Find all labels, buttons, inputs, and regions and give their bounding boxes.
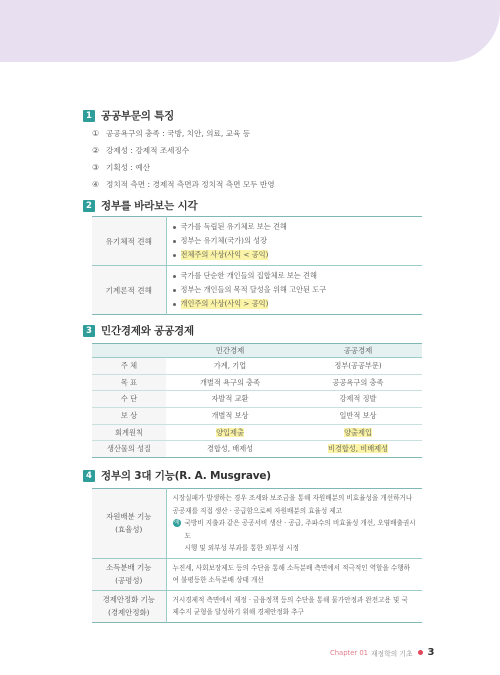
list-item: ② 강제성 : 강제적 조세징수 [92,146,190,155]
highlighted-text: 개인주의 사상(사익 > 공익) [180,299,269,308]
chapter-title: 재정학의 기초 [370,649,413,658]
list-item: ③ 기획성 : 예산 [92,163,151,172]
page-number: 3 [427,647,435,658]
section-title: 정부를 바라보는 시각 [101,200,198,212]
row-label: 기계론적 견해 [92,266,166,315]
page-footer [330,647,435,658]
bullet-icon [173,289,176,292]
highlighted-text: 전체주의 사상(사익 < 공익) [180,250,269,259]
features-list [92,125,275,193]
table-row [92,266,422,315]
chapter-label: Chapter 01 [330,648,368,657]
bullet-icon [173,226,176,229]
column-header: 민간경제 [166,344,294,358]
dot-icon [418,650,423,655]
section-2-heading [83,198,197,213]
top-decorative-band [0,0,500,62]
table-header-row [92,344,422,358]
section-1-heading [83,108,174,123]
list-item: ④ 정치적 측면 : 경제적 측면과 정치적 측면 모두 반영 [92,180,275,189]
highlighted-text: 양입제출 [216,427,244,437]
highlighted-text: 비경합성, 비배제성 [327,444,389,454]
table-row: 회계원칙 양입제출 양출제입 [92,424,422,441]
row-label: 유기체적 견해 [92,217,166,266]
section-3-heading [83,323,194,338]
table-row [92,217,422,266]
table-row [92,489,422,559]
row-body: 거시경제적 측면에서 재정 · 금융정책 등의 수단을 통해 물가안정과 완전고용 및 국 제수지 균형을 달성하기 위해 경제안정화 추구 [166,590,422,622]
row-label: 자원배분 기능 (효율성) [92,489,166,559]
row-body: 시장실패가 발생하는 경우 조세와 보조금을 통해 자원배분의 비효율성을 개선하거나 공공재를 직접 생산 · 공급함으로써 자원배분의 효율성 제고 예 국방비 지출과 같은 공공서비 생산 · 공급, 주파수의 비효율성 개선, 오염배출권시도 시행 및 외부성 부과를 통한 외부성 시정 [166,489,422,559]
row-body: 국가를 단순한 개인들의 집합체로 보는 견해 정부는 개인들의 목적 달성을 위해 고안된 도구 개인주의 사상(사익 > 공익) [166,266,422,315]
economy-comparison-table [92,343,422,458]
section-4-heading [83,468,271,483]
table-row: 주 체 가계, 기업 정부(공공부문) [92,358,422,375]
table-row [92,558,422,590]
column-header: 공공경제 [294,344,422,358]
section-title: 공공부문의 특징 [101,110,175,122]
bullet-icon [173,275,176,278]
list-item: ① 공공욕구의 충족 : 국방, 치안, 의료, 교육 등 [92,129,251,138]
section-title: 민간경제와 공공경제 [101,325,194,337]
table-row [92,590,422,622]
table-row: 수 단 자발적 교환 강제적 징발 [92,391,422,408]
bullet-icon [173,303,176,306]
table-row: 목 표 개별적 욕구의 충족 공공욕구의 충족 [92,374,422,391]
section-number-badge: 3 [83,325,95,337]
example-note: 예 국방비 지출과 같은 공공서비 생산 · 공급, 주파수의 비효율성 개선, 오염배출권시도 [173,519,416,540]
row-body: 국가를 독립된 유기체로 보는 견해 정부는 유기체(국가)의 성장 전체주의 사상(사익 < 공익) [166,217,422,266]
section-number-badge: 1 [83,110,95,122]
bullet-icon [173,240,176,243]
row-body: 누진세, 사회보장제도 등의 수단을 통해 소득분배 측면에서 적극적인 역할을 수행하 여 불평등한 소득분배 상태 개선 [166,558,422,590]
section-number-badge: 4 [83,470,95,482]
highlighted-text: 양출제입 [344,427,372,437]
government-functions-table [92,488,422,623]
table-row: 보 상 개별적 보상 일반적 보상 [92,408,422,425]
column-header [92,344,166,358]
bullet-icon [173,254,176,257]
government-view-table [92,216,422,315]
row-label: 경제안정화 기능 (경제안정화) [92,590,166,622]
example-mark-icon: 예 [173,519,180,526]
section-title: 정부의 3대 기능(R. A. Musgrave) [101,470,271,482]
table-row: 생산물의 성질 경합성, 배제성 비경합성, 비배제성 [92,441,422,458]
row-label: 소득분배 기능 (공평성) [92,558,166,590]
section-number-badge: 2 [83,200,95,212]
